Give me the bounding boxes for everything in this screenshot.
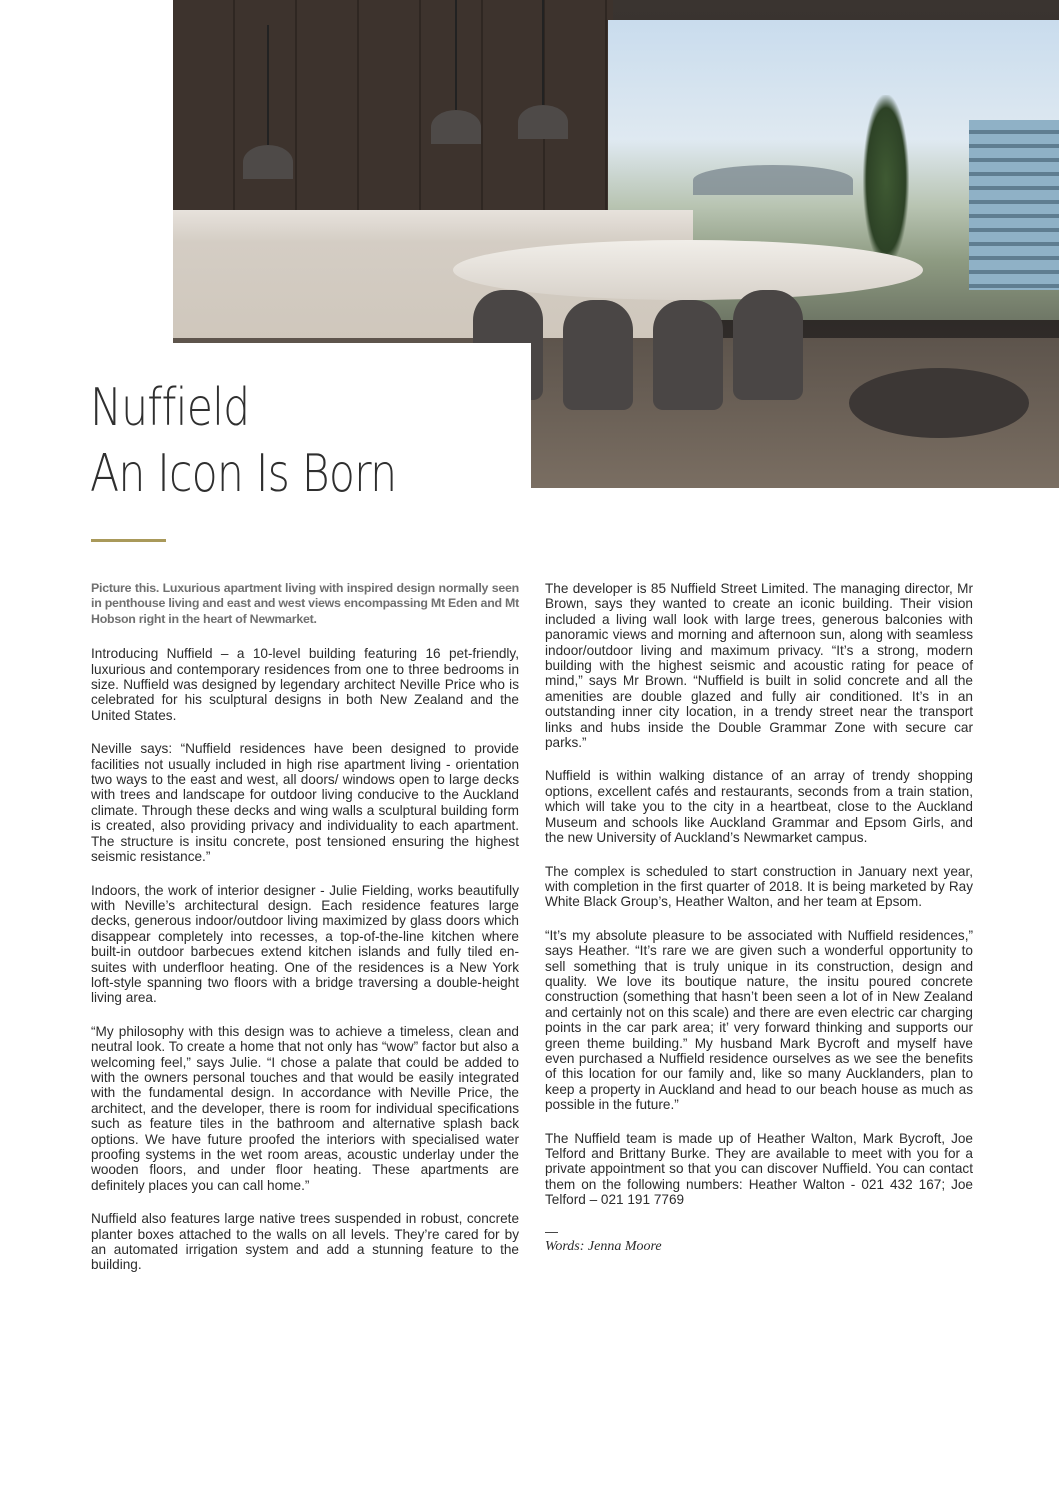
body-paragraph: Nuffield also features large native trees suspended in robust, concrete planter boxes attached to the walls on all levels. They’re cared for by an automated irrigation system and add a stunning feature to the building. [91,1211,519,1273]
body-paragraph: The complex is scheduled to start construction in January next year, with completion in the first quarter of 2018. It is being marketed by Ray White Black Group’s, Heather Walton, and her team at Epsom. [545,863,973,910]
dining-chair [563,300,633,410]
pendant-light [431,110,481,144]
body-paragraph: Nuffield is within walking distance of an array of trendy shopping options, excellent cafés and restaurants, seconds from a train station, which will take you to the city in a heartbeat, close to the Auckland Museum and schools like Auckland Grammar and Epsom Girls, and the new University of Auckland’s Newmarket campus. [545,768,973,846]
lead-paragraph: Picture this. Luxurious apartment living with inspired design normally seen in penthouse living and east and west views encompassing Mt Eden and Mt Hobson right in the heart of Newmarket. [91,581,519,626]
pendant-light [518,105,568,139]
body-paragraph: “My philosophy with this design was to achieve a timeless, clean and neutral look. To create a home that not only has “wow” factor but also a welcoming feel,” says Julie. “I chose a palate that could be added to with the owners personal touches and that would be easily integrated with the fundamental design. In accordance with Neville Price, the architect, and the developer, there is room for individual specifications such as feature tiles in the bathroom and alternative splash back options. We have future proofed the interiors with specialised water proofing systems in the wet room areas, acoustic underlay under the wooden floors, and under floor heating. These apartments are definitely places you can call home.” [91,1023,519,1193]
neighbour-building [969,120,1059,290]
dining-chair [653,300,723,410]
coffee-table [849,368,1029,438]
right-column [545,581,973,1256]
body-paragraph: The developer is 85 Nuffield Street Limited. The managing director, Mr Brown, says they wanted to create an iconic building. Their vision included a living wall look with large trees, generous balconies with panoramic views and morning and afternoon sun, along with seamless indoor/outdoor living and maximum privacy. “It’s a strong, modern building with the highest seismic and acoustic rating for peace of mind,” says Mr Brown. “Nuffield is built in solid concrete and all the amenities are double glazed and fully air conditioned. It’s in an outstanding inner city location, in a trendy street near the transport links and hubs inside the Double Grammar Zone with secure car parks.” [545,581,973,751]
article-title [90,375,396,507]
left-column [91,581,519,1291]
title-line-2: An Icon Is Born [90,444,397,504]
pine-tree [863,95,909,265]
distant-mountain [693,165,853,195]
body-paragraph: Indoors, the work of interior designer - Julie Fielding, works beautifully with Neville’s architectural design. Each residence features large decks, generous indoor/outdoor living maximized by glass doors which disappear completely into recesses, a top-of-the-line kitchen where built-in outdoor barbecues extend kitchen islands and fully tiled en-suites with underfloor heating. One of the residences is a New York loft-style spanning two floors with a bridge traversing a double-height living area. [91,882,519,1006]
title-line-1: Nuffield [90,378,250,438]
body-paragraph: “It’s my absolute pleasure to be associated with Nuffield residences,” says Heather. “It’s rare we are given such a wonderful opportunity to sell something that is truly unique in its construction, design and quality. We love its boutique nature, the insitu poured concrete construction (something that hasn’t been seen a lot of in New Zealand and certainly not on this scale) and there are even electric car charging points in the car park area; it’ very forward thinking and supports our green theme building.” My husband Mark Bycroft and myself have even purchased a Nuffield residence ourselves as we see the benefits of this location for our family and, like so many Aucklanders, plan to keep a property in Auckland and head to our beach house as much as possible in the future.” [545,927,973,1113]
body-paragraph: The Nuffield team is made up of Heather Walton, Mark Bycroft, Joe Telford and Brittany Burke. They are available to meet with you for a private appointment so that you can discover Nuffield. You can contact them on the following numbers: Heather Walton - 021 432 167; Joe Telford – 021 191 7769 [545,1130,973,1208]
byline-dash: — [545,1223,558,1239]
pendant-light [243,145,293,179]
title-accent-rule [91,539,166,542]
body-paragraph: Neville says: “Nuffield residences have been designed to provide facilities not usually included in high rise apartment living - orientation two ways to the east and west, all doors/ windows open to large decks with trees and landscape for outdoor living conducive to the Auckland climate. Through these decks and wing walls a sculptural building form is created, also providing privacy and individuality to each apartment. The structure is insitu concrete, post tensioned ensuring the highest seismic resistance.” [91,741,519,865]
dining-chair [733,290,803,400]
body-paragraph: Introducing Nuffield – a 10-level building featuring 16 pet-friendly, luxurious and contemporary residences from one to three bedrooms in size. Nuffield was designed by legendary architect Neville Price who is celebrated for his sculptural designs in both New Zealand and the United States. [91,646,519,723]
byline: Words: Jenna Moore [545,1238,662,1254]
